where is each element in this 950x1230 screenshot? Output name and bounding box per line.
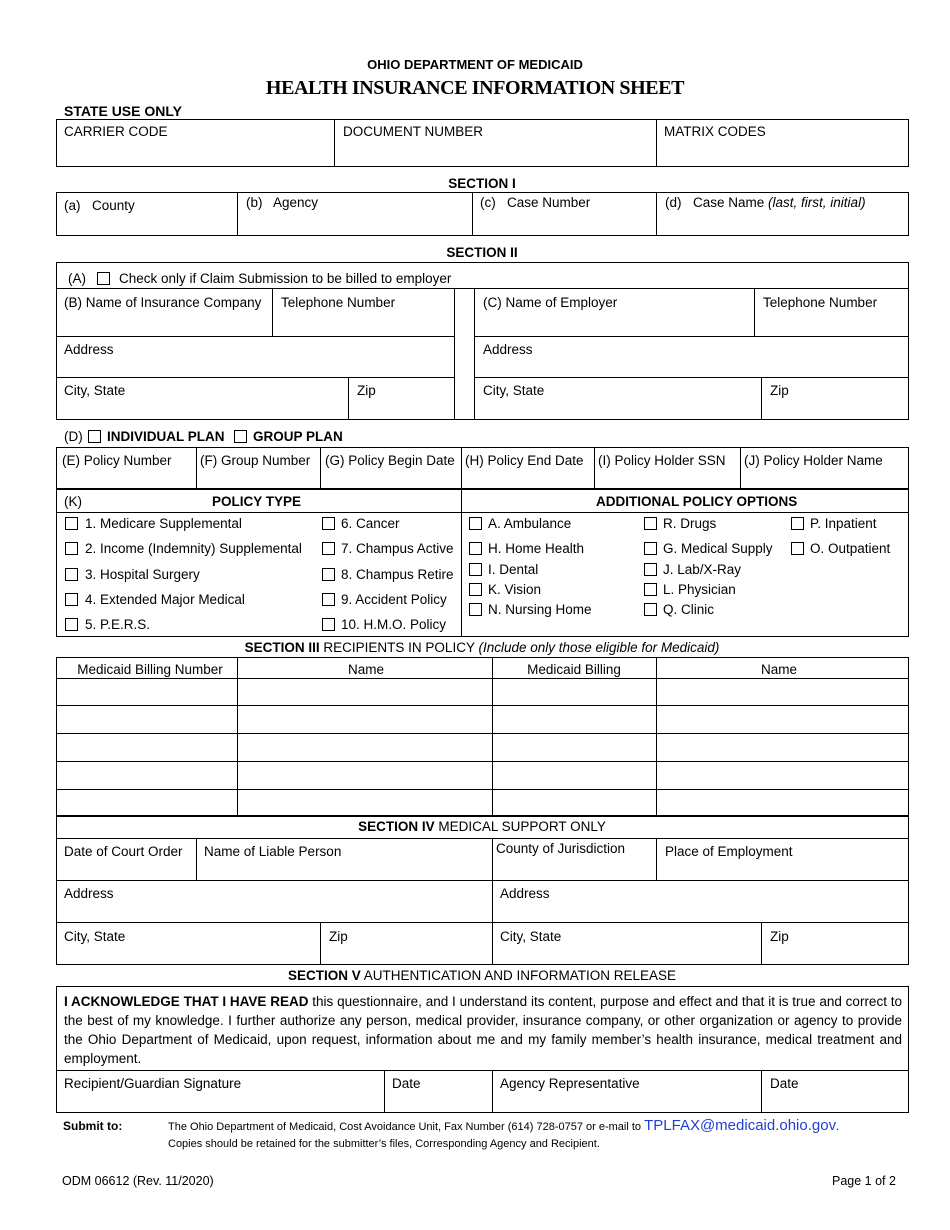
- option-ambulance-checkbox[interactable]: [469, 517, 482, 530]
- matrix-codes-field[interactable]: MATRIX CODES: [664, 124, 766, 139]
- col-name-right: Name: [760, 662, 798, 677]
- option-dental-label: I. Dental: [488, 562, 539, 577]
- copies-text: Copies should be retained for the submitter’s files, Corresponding Agency and Recipient.: [168, 1138, 600, 1150]
- case-name-letter: (d): [665, 195, 682, 210]
- option-vision-checkbox[interactable]: [469, 583, 482, 596]
- policy-type-9-checkbox[interactable]: [322, 593, 335, 606]
- policy-begin-date-field[interactable]: (G) Policy Begin Date: [325, 453, 455, 468]
- option-nursing-home-checkbox[interactable]: [469, 603, 482, 616]
- agency-date-field[interactable]: Date: [770, 1076, 799, 1091]
- employer-zip-field[interactable]: Zip: [770, 383, 789, 398]
- page-number: Page 1 of 2: [832, 1174, 896, 1188]
- document-number-field[interactable]: DOCUMENT NUMBER: [343, 124, 484, 139]
- policy-type-7-label: 7. Champus Active: [341, 541, 454, 556]
- policy-type-1-checkbox[interactable]: [65, 517, 78, 530]
- insurance-city-state-field[interactable]: City, State: [64, 383, 126, 398]
- additional-options-heading: ADDITIONAL POLICY OPTIONS: [596, 494, 798, 509]
- option-inpatient-label: P. Inpatient: [810, 516, 877, 531]
- col-medicaid-billing-number: Medicaid Billing Number: [77, 662, 223, 677]
- policy-type-8-label: 8. Champus Retire: [341, 567, 454, 582]
- section-4-heading: SECTION IV MEDICAL SUPPORT ONLY: [358, 819, 606, 834]
- option-drugs-label: R. Drugs: [663, 516, 717, 531]
- employer-address-field[interactable]: Address: [483, 342, 533, 357]
- option-home-health-label: H. Home Health: [488, 541, 585, 556]
- carrier-code-field[interactable]: CARRIER CODE: [64, 124, 168, 139]
- claim-label: Check only if Claim Submission to be billed to employer: [119, 271, 452, 286]
- acknowledgement-text: I ACKNOWLEDGE THAT I HAVE READ this questionnaire, and I understand its content, purpose and effect and that it is true and correct to the best of my knowledge. I further authorize any person, medical provider, insurance company, or other organization or agency to provide the Ohio Department of Medicaid, upon request, information about me and my family member’s health insurance, medical treatment and employment.: [64, 994, 903, 1066]
- section-3-heading: SECTION III RECIPIENTS IN POLICY (Include only those eligible for Medicaid): [244, 640, 720, 655]
- insurance-telephone-field[interactable]: Telephone Number: [281, 295, 396, 310]
- option-lab-xray-label: J. Lab/X-Ray: [663, 562, 742, 577]
- date-court-order-field[interactable]: Date of Court Order: [64, 844, 183, 859]
- policy-type-2-checkbox[interactable]: [65, 542, 78, 555]
- option-drugs-checkbox[interactable]: [644, 517, 657, 530]
- email-link[interactable]: TPLFAX@medicaid.ohio.gov: [644, 1117, 837, 1134]
- option-physician-label: L. Physician: [663, 582, 736, 597]
- option-medical-supply-checkbox[interactable]: [644, 542, 657, 555]
- option-outpatient-checkbox[interactable]: [791, 542, 804, 555]
- option-vision-label: K. Vision: [488, 582, 542, 597]
- option-dental-checkbox[interactable]: [469, 563, 482, 576]
- policy-holder-name-field[interactable]: (J) Policy Holder Name: [744, 453, 883, 468]
- agency-representative-field[interactable]: Agency Representative: [500, 1076, 640, 1091]
- policy-type-3-label: 3. Hospital Surgery: [85, 567, 200, 582]
- k-letter: (K): [64, 494, 82, 509]
- option-outpatient-label: O. Outpatient: [810, 541, 891, 556]
- option-ambulance-label: A. Ambulance: [488, 516, 572, 531]
- policy-holder-ssn-field[interactable]: (I) Policy Holder SSN: [598, 453, 726, 468]
- liable-zip-field[interactable]: Zip: [329, 929, 348, 944]
- group-plan-checkbox[interactable]: [234, 430, 247, 443]
- option-inpatient-checkbox[interactable]: [791, 517, 804, 530]
- plan-letter: (D): [64, 429, 83, 444]
- section-1-heading: SECTION I: [448, 176, 516, 191]
- policy-number-field[interactable]: (E) Policy Number: [62, 453, 172, 468]
- section-5-heading: SECTION V AUTHENTICATION AND INFORMATION RELEASE: [287, 968, 677, 983]
- case-name-field[interactable]: Case Name (last, first, initial): [693, 195, 866, 210]
- recipients-table: [56, 657, 909, 816]
- group-plan-label: GROUP PLAN: [253, 429, 343, 444]
- place-employment-field[interactable]: Place of Employment: [665, 844, 793, 859]
- col-medicaid-billing: Medicaid Billing: [527, 662, 621, 677]
- policy-type-1-label: 1. Medicare Supplemental: [85, 516, 242, 531]
- liable-address-field[interactable]: Address: [64, 886, 114, 901]
- county-letter: (a): [64, 198, 81, 213]
- insurance-zip-field[interactable]: Zip: [357, 383, 376, 398]
- employment-address-field[interactable]: Address: [500, 886, 550, 901]
- policy-type-5-label: 5. P.E.R.S.: [85, 617, 151, 632]
- form-id: ODM 06612 (Rev. 11/2020): [62, 1174, 214, 1188]
- policy-type-10-label: 10. H.M.O. Policy: [341, 617, 447, 632]
- state-use-heading: STATE USE ONLY: [64, 103, 182, 119]
- employer-name-field[interactable]: (C) Name of Employer: [483, 295, 618, 310]
- option-lab-xray-checkbox[interactable]: [644, 563, 657, 576]
- county-field[interactable]: County: [92, 198, 135, 213]
- policy-type-9-label: 9. Accident Policy: [341, 592, 447, 607]
- insurance-address-field[interactable]: Address: [64, 342, 114, 357]
- option-clinic-checkbox[interactable]: [644, 603, 657, 616]
- policy-type-6-checkbox[interactable]: [322, 517, 335, 530]
- policy-type-heading: POLICY TYPE: [212, 494, 302, 509]
- employer-telephone-field[interactable]: Telephone Number: [763, 295, 878, 310]
- policy-type-10-checkbox[interactable]: [322, 618, 335, 631]
- employer-city-state-field[interactable]: City, State: [483, 383, 545, 398]
- case-number-letter: (c): [480, 195, 496, 210]
- col-name-left: Name: [347, 662, 385, 677]
- group-number-field[interactable]: (F) Group Number: [200, 453, 311, 468]
- individual-plan-label: INDIVIDUAL PLAN: [107, 429, 225, 444]
- section-2-heading: SECTION II: [446, 245, 518, 260]
- recipient-date-field[interactable]: Date: [392, 1076, 421, 1091]
- agency-heading: OHIO DEPARTMENT OF MEDICAID: [367, 57, 583, 72]
- policy-type-2-label: 2. Income (Indemnity) Supplemental: [85, 541, 302, 556]
- submit-text: The Ohio Department of Medicaid, Cost Avoidance Unit, Fax Number (614) 728-0757 or e-mail to TPLFAX@medicaid.ohio.gov.: [168, 1117, 840, 1134]
- case-number-field[interactable]: Case Number: [507, 195, 591, 210]
- recipient-signature-field[interactable]: Recipient/Guardian Signature: [64, 1076, 242, 1091]
- option-physician-checkbox[interactable]: [644, 583, 657, 596]
- policy-type-8-checkbox[interactable]: [322, 568, 335, 581]
- policy-type-5-checkbox[interactable]: [65, 618, 78, 631]
- submit-label: Submit to:: [63, 1119, 123, 1133]
- policy-type-3-checkbox[interactable]: [65, 568, 78, 581]
- policy-end-date-field[interactable]: (H) Policy End Date: [465, 453, 584, 468]
- policy-type-4-label: 4. Extended Major Medical: [85, 592, 245, 607]
- agency-field[interactable]: Agency: [273, 195, 319, 210]
- policy-type-4-checkbox[interactable]: [65, 593, 78, 606]
- option-medical-supply-label: G. Medical Supply: [663, 541, 773, 556]
- policy-type-7-checkbox[interactable]: [322, 542, 335, 555]
- option-nursing-home-label: N. Nursing Home: [488, 602, 592, 617]
- claim-letter: (A): [68, 271, 86, 286]
- liable-person-field[interactable]: Name of Liable Person: [204, 844, 342, 859]
- agency-letter: (b): [246, 195, 263, 210]
- option-clinic-label: Q. Clinic: [663, 602, 715, 617]
- employment-zip-field[interactable]: Zip: [770, 929, 789, 944]
- employment-city-state-field[interactable]: City, State: [500, 929, 562, 944]
- liable-city-state-field[interactable]: City, State: [64, 929, 126, 944]
- county-jurisdiction-field[interactable]: County of Jurisdiction: [496, 841, 626, 856]
- form-title: HEALTH INSURANCE INFORMATION SHEET: [265, 77, 685, 99]
- insurance-company-field[interactable]: (B) Name of Insurance Company: [64, 295, 262, 310]
- individual-plan-checkbox[interactable]: [88, 430, 101, 443]
- policy-type-6-label: 6. Cancer: [341, 516, 400, 531]
- option-home-health-checkbox[interactable]: [469, 542, 482, 555]
- claim-checkbox[interactable]: [97, 272, 110, 285]
